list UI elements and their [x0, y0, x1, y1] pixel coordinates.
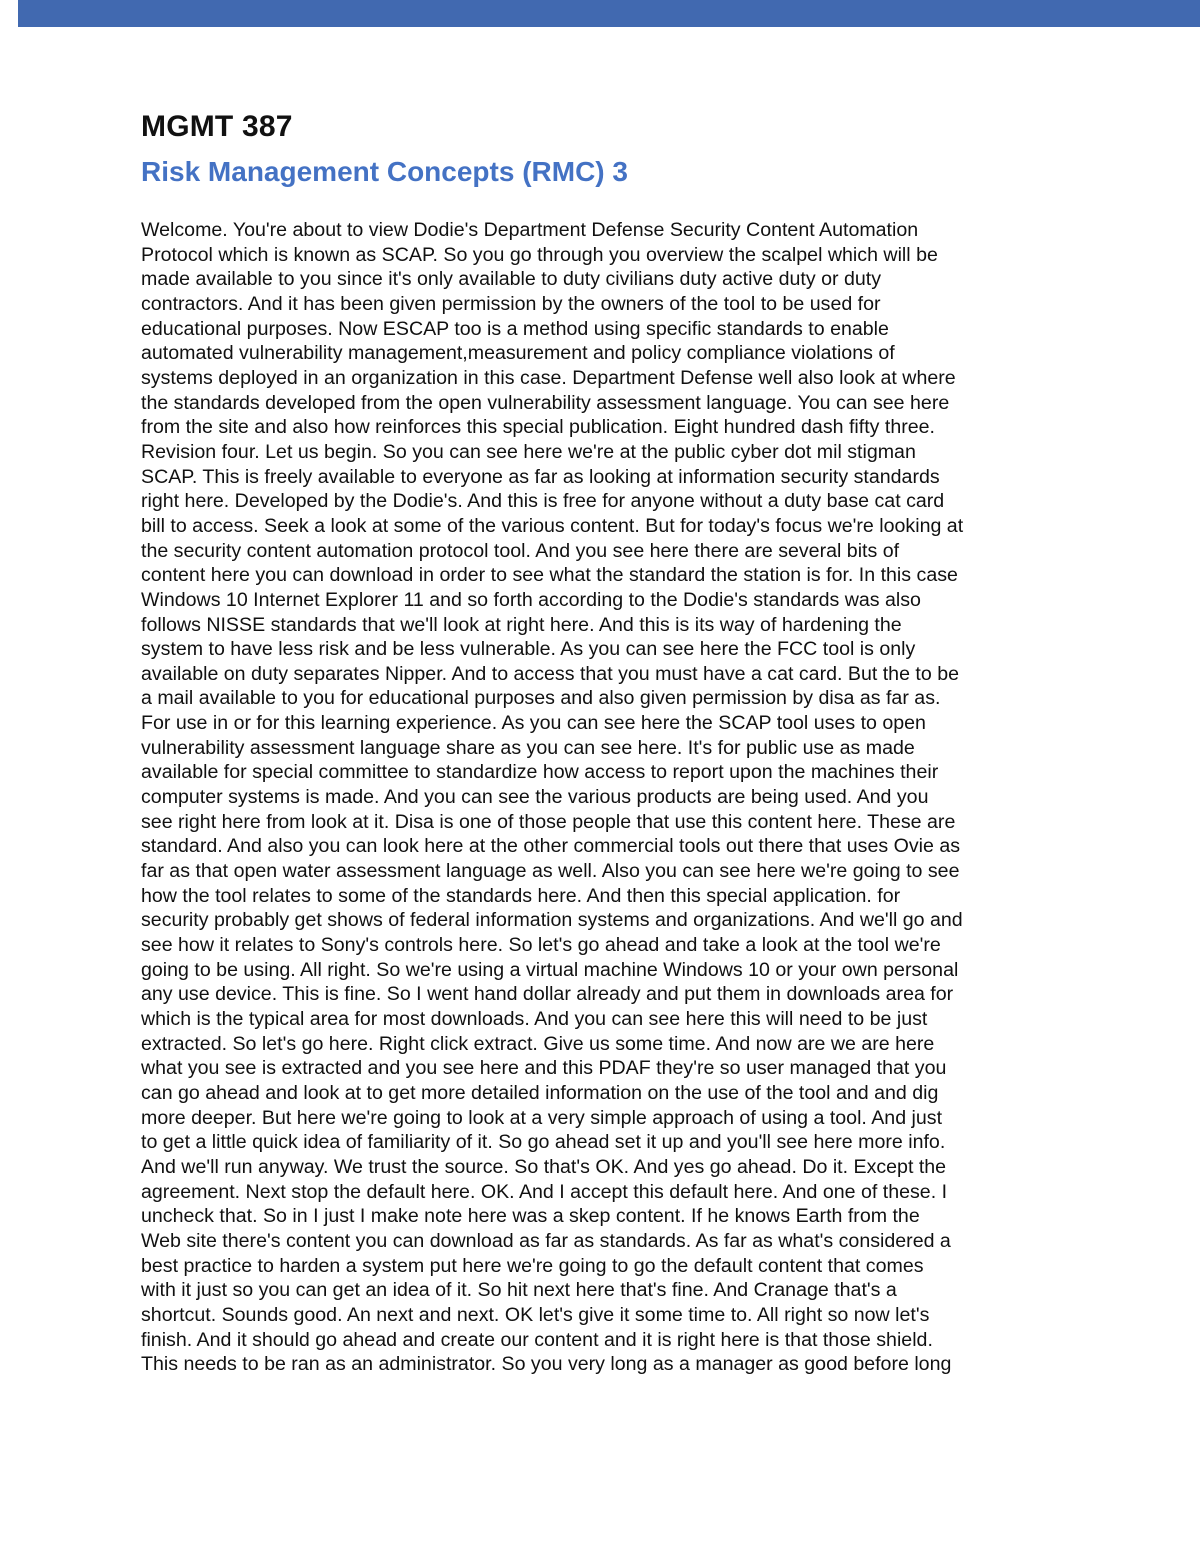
transcript-line: bill to access. Seek a look at some of the various content. But for today's focus we're looking at	[141, 514, 964, 537]
transcript-line: any use device. This is fine. So I went hand dollar already and put them in downloads area for	[141, 983, 954, 1006]
transcript-line: far as that open water assessment language as well. Also you can see here we're going to see	[141, 860, 960, 883]
transcript-line: SCAP. This is freely available to everyone as far as looking at information security standards	[141, 465, 940, 488]
transcript-line: a mail available to you for educational purposes and also given permission by disa as far as.	[141, 687, 941, 710]
transcript-line: Welcome. You're about to view Dodie's Department Defense Security Content Automation	[141, 219, 919, 241]
transcript-line: Web site there's content you can download as far as standards. As far as what's considered a	[141, 1229, 951, 1252]
transcript-body	[141, 218, 1081, 1377]
transcript-line: standard. And also you can look here at the other commercial tools out there that uses Ovie as	[141, 835, 961, 858]
transcript-line: Protocol which is known as SCAP. So you go through you overview the scalpel which will be	[141, 243, 938, 266]
transcript-line: follows NISSE standards that we'll look at right here. And this is its way of hardening the	[141, 613, 902, 636]
transcript-line: available on duty separates Nipper. And to access that you must have a cat card. But the to be	[141, 662, 959, 685]
transcript-line: computer systems is made. And you can see the various products are being used. And you	[141, 786, 929, 809]
transcript-line: can go ahead and look at to get more detailed information on the use of the tool and and dig	[141, 1081, 939, 1104]
transcript-line: shortcut. Sounds good. An next and next. OK let's give it some time to. All right so now let's	[141, 1303, 930, 1326]
transcript-line: Revision four. Let us begin. So you can see here we're at the public cyber dot mil stigman	[141, 440, 916, 463]
header-color-bar	[18, 0, 1200, 27]
transcript-line: system to have less risk and be less vulnerable. As you can see here the FCC tool is only	[141, 638, 916, 661]
course-code: MGMT 387	[141, 110, 293, 143]
transcript-line: finish. And it should go ahead and create our content and it is right here is that those shield.	[141, 1328, 933, 1351]
transcript-line: agreement. Next stop the default here. OK. And I accept this default here. And one of these. I	[141, 1180, 948, 1203]
transcript-line: best practice to harden a system put here we're going to go the default content that comes	[141, 1254, 924, 1277]
transcript-line: the security content automation protocol tool. And you see here there are several bits of	[141, 539, 900, 562]
transcript-line: right here. Developed by the Dodie's. And this is free for anyone without a duty base cat card	[141, 490, 945, 513]
transcript-line: what you see is extracted and you see here and this PDAF they're so user managed that you	[141, 1057, 947, 1080]
transcript-line: going to be using. All right. So we're using a virtual machine Windows 10 or your own personal	[141, 958, 959, 981]
transcript-line: security probably get shows of federal information systems and organizations. And we'll go and	[141, 909, 963, 932]
document-title: Risk Management Concepts (RMC) 3	[141, 156, 628, 187]
transcript-line: available for special committee to standardize how access to report upon the machines their	[141, 761, 939, 784]
transcript-line: content here you can download in order to see what the standard the station is for. In this case	[141, 564, 958, 587]
transcript-line: which is the typical area for most downloads. And you can see here this will need to be just	[141, 1008, 928, 1030]
transcript-line: educational purposes. Now ESCAP too is a method using specific standards to enable	[141, 317, 889, 340]
transcript-line: see how it relates to Sony's controls here. So let's go ahead and take a look at the tool we're	[141, 934, 941, 957]
transcript-line: see right here from look at it. Disa is one of those people that use this content here. These are	[141, 810, 956, 833]
transcript-line: with it just so you can get an idea of it. So hit next here that's fine. And Cranage that's a	[141, 1279, 897, 1302]
document-content	[141, 108, 1081, 1377]
transcript-line: And we'll run anyway. We trust the source. So that's OK. And yes go ahead. Do it. Except the	[141, 1155, 947, 1178]
transcript-line: extracted. So let's go here. Right click extract. Give us some time. And now are we are here	[141, 1032, 935, 1055]
transcript-line: This needs to be ran as an administrator. So you very long as a manager as good before long	[141, 1353, 952, 1376]
transcript-line: automated vulnerability management,measurement and policy compliance violations of	[141, 342, 895, 365]
transcript-line: to get a little quick idea of familiarity of it. So go ahead set it up and you'll see here more info.	[141, 1131, 946, 1154]
transcript-line: how the tool relates to some of the standards here. And then this special application. for	[141, 884, 901, 907]
transcript-line: from the site and also how reinforces this special publication. Eight hundred dash fifty three.	[141, 416, 935, 439]
transcript-line: vulnerability assessment language share as you can see here. It's for public use as made	[141, 736, 915, 759]
transcript-line: Windows 10 Internet Explorer 11 and so forth according to the Dodie's standards was also	[141, 588, 921, 611]
transcript-line: the standards developed from the open vulnerability assessment language. You can see here	[141, 391, 950, 414]
transcript-line: made available to you since it's only available to duty civilians duty active duty or duty	[141, 268, 881, 291]
transcript-line: uncheck that. So in I just I make note here was a skep content. If he knows Earth from the	[141, 1205, 920, 1228]
transcript-line: contractors. And it has been given permission by the owners of the tool to be used for	[141, 292, 881, 315]
transcript-line: more deeper. But here we're going to look at a very simple approach of using a tool. And just	[141, 1106, 943, 1129]
transcript-line: systems deployed in an organization in this case. Department Defense well also look at where	[141, 366, 956, 389]
transcript-line: For use in or for this learning experience. As you can see here the SCAP tool uses to open	[141, 712, 926, 735]
